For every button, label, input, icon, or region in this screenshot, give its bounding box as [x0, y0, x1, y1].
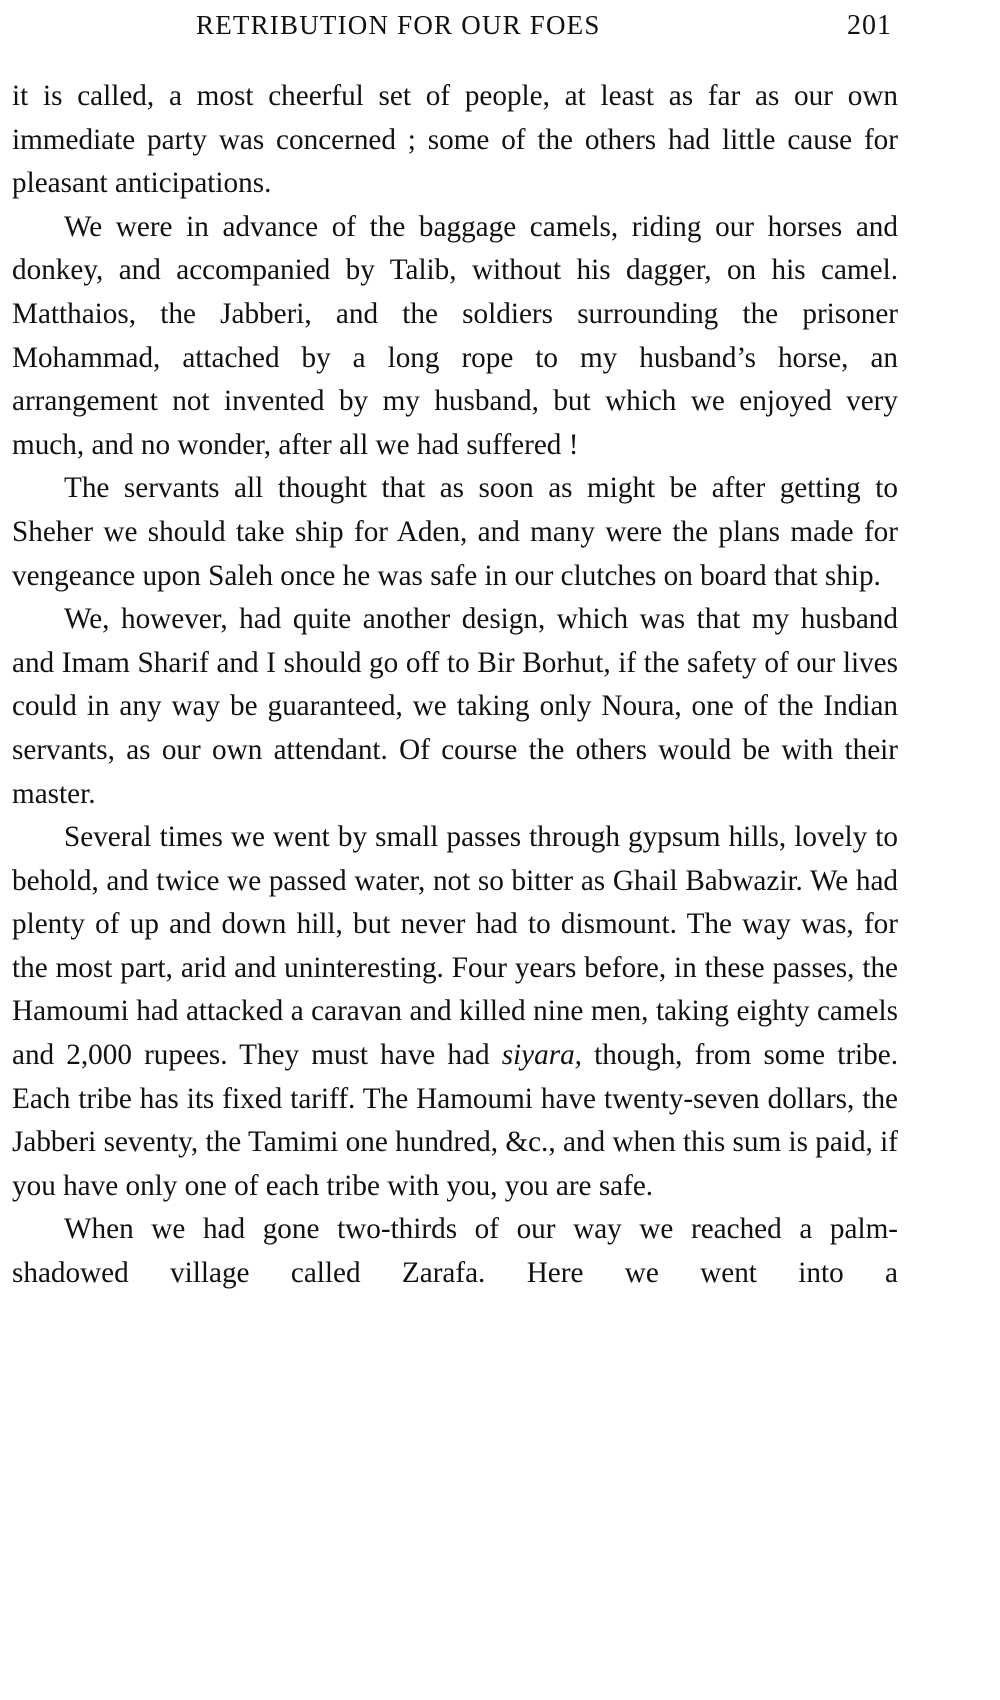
body-text	[12, 75, 898, 1296]
gypsum-text-before: Several times we went by small passes through gypsum hills, lovely to behold, and twice we passed water, not so bitter as Ghail Babwazir. We had plenty of up and down hill, but never had to dismount. The way was, for the most part, arid and uninteresting. Four years before, in these passes, the Hamoumi had attacked a caravan and killed nine men, taking eighty camels and 2,000 rupees. They must have had	[12, 821, 898, 1072]
paragraph-zarafa-village: When we had gone two-thirds of our way we reached a palm-shadowed village called Zarafa. Here we went into a	[12, 1213, 898, 1290]
chapter-running-title: RETRIBUTION FOR OUR FOES	[196, 10, 601, 40]
paragraph-baggage-camels: We were in advance of the baggage camels, riding our horses and donkey, and accompanied by Talib, without his dagger, on his camel. Matthaios, the Jabberi, and the soldiers surrounding the prisoner Mohammad, attached by a long rope to my husband’s horse, an arrangement not invented by my husband, but which we enjoyed very much, and no wonder, after all we had suffered !	[12, 210, 898, 461]
gypsum-text-after: though, from some tribe. Each tribe has its fixed tariff. The Hamoumi have twenty-seven dollars, the Jabberi seventy, the Tamimi one hundred, &c., and when this sum is paid, if you have only one of each tribe with you, you are safe.	[12, 1039, 898, 1202]
italic-word-siyara: siyara,	[501, 1039, 582, 1072]
page-number: 201	[847, 10, 892, 41]
paragraph-servants-plans: The servants all thought that as soon as might be after getting to Sheher we should take ship for Aden, and many were the plans made for vengeance upon Saleh once he was safe in our clutches on board that ship.	[12, 472, 898, 592]
running-head	[12, 0, 898, 52]
book-page	[12, 0, 898, 1700]
paragraph-gypsum-hills	[12, 816, 898, 1208]
paragraph-bir-borhut-design: We, however, had quite another design, which was that my husband and Imam Sharif and I should go off to Bir Borhut, if the safety of our lives could in any way be guaranteed, we taking only Noura, one of the Indian servants, as our own attendant. Of course the others would be with their master.	[12, 603, 898, 810]
paragraph-continued: it is called, a most cheerful set of people, at least as far as our own immediate party was concerned ; some of the others had little cause for pleasant anticipations.	[12, 80, 898, 200]
